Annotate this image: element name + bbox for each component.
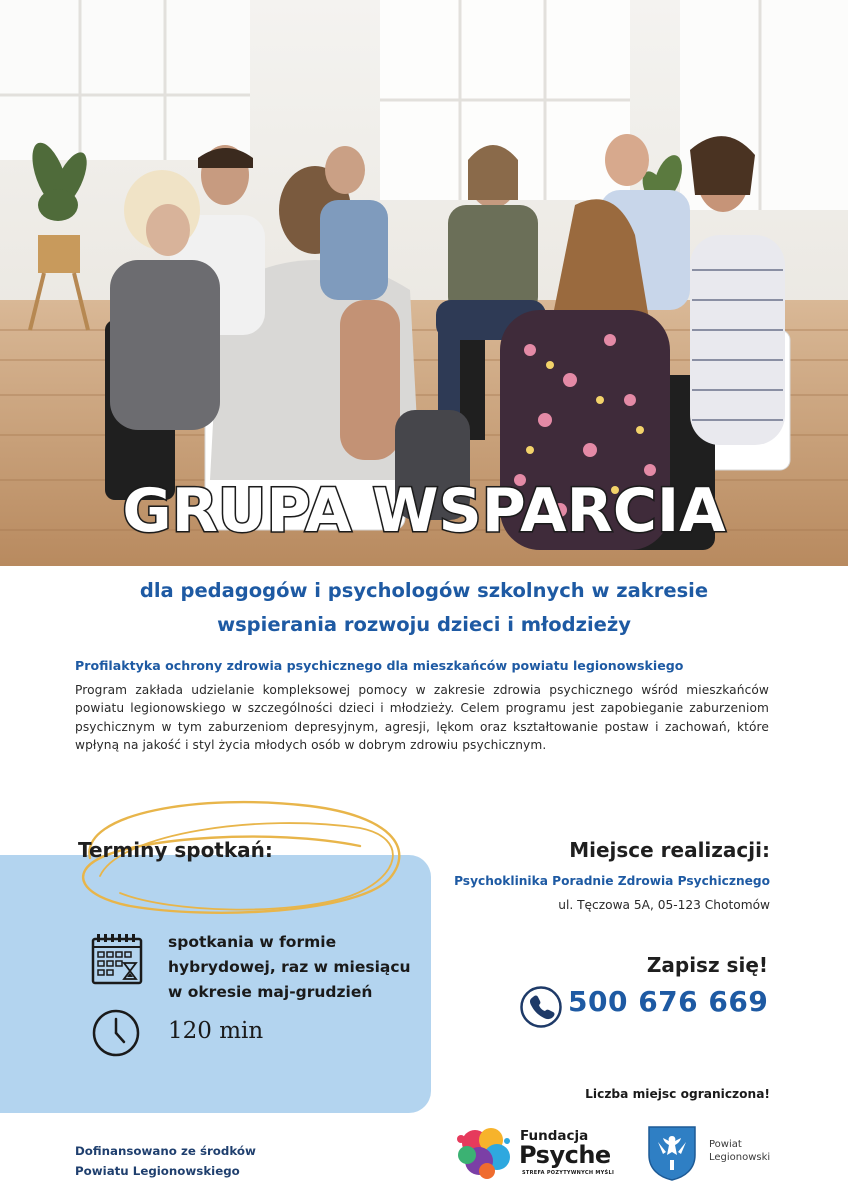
clock-icon	[91, 1008, 141, 1058]
schedule-heading: Terminy spotkań:	[78, 838, 273, 862]
meetings-line-3: w okresie maj-grudzień	[168, 983, 373, 1001]
powiat-coat-of-arms-icon	[646, 1124, 698, 1182]
subtitle-line-1: dla pedagogów i psychologów szkolnych w zakresie	[139, 579, 709, 602]
funding-info	[75, 1141, 335, 1181]
powiat-line-1: Powiat	[709, 1139, 742, 1150]
meetings-line-1: spotkania w formie	[168, 933, 337, 951]
venue-name: Psychoklinika Poradnie Zdrowia Psychicznego	[454, 874, 770, 888]
phone-number[interactable]: 500 676 669	[568, 985, 769, 1018]
fundacja-word: Fundacja	[520, 1128, 589, 1144]
meeting-duration: 120 min	[168, 1018, 264, 1044]
funding-line-2: Powiatu Legionowskiego	[75, 1164, 240, 1178]
funding-line-1: Dofinansowano ze środków	[75, 1144, 256, 1158]
hero-photo	[0, 0, 848, 566]
meetings-line-2: hybrydowej, raz w miesiącu	[168, 958, 411, 976]
subtitle	[60, 574, 788, 642]
meetings-info	[168, 930, 418, 1005]
program-heading: Profilaktyka ochrony zdrowia psychicznego dla mieszkańców powiatu legionowskiego	[75, 658, 684, 673]
subtitle-line-2: wspierania rozwoju dzieci i młodzieży	[217, 613, 631, 636]
venue-address: ul. Tęczowa 5A, 05-123 Chotomów	[558, 898, 770, 912]
powiat-line-2: Legionowski	[709, 1152, 771, 1163]
limited-seats-notice: Liczba miejsc ograniczona!	[585, 1087, 770, 1101]
venue-heading: Miejsce realizacji:	[569, 838, 770, 862]
psyche-word: Psyche	[519, 1141, 611, 1169]
colorful-head-icon	[453, 1125, 517, 1181]
signup-heading: Zapisz się!	[646, 953, 768, 977]
calendar-hourglass-icon	[90, 933, 144, 985]
psyche-tagline: STREFA POZYTYWNYCH MYŚLI	[522, 1170, 615, 1176]
program-description: Program zakłada udzielanie kompleksowej pomocy w zakresie zdrowia psychicznego wśród mieszkańców powiatu legionowskiego w szczególności dzieci i młodzieży. Celem programu jest zapobieganie zaburzeniom psychicznym w tym zaburzeniom depresyjnym, agresji, lękom oraz kształtowanie postaw i zachowań, które wpłyną na jakość i styl życia młodych osób w dobrym zdrowiu psychicznym.	[75, 683, 769, 753]
powiat-label	[709, 1138, 770, 1164]
phone-icon	[519, 985, 563, 1029]
fundacja-psyche-logo	[453, 1125, 615, 1181]
main-title: GRUPA WSPARCIA	[122, 476, 726, 546]
